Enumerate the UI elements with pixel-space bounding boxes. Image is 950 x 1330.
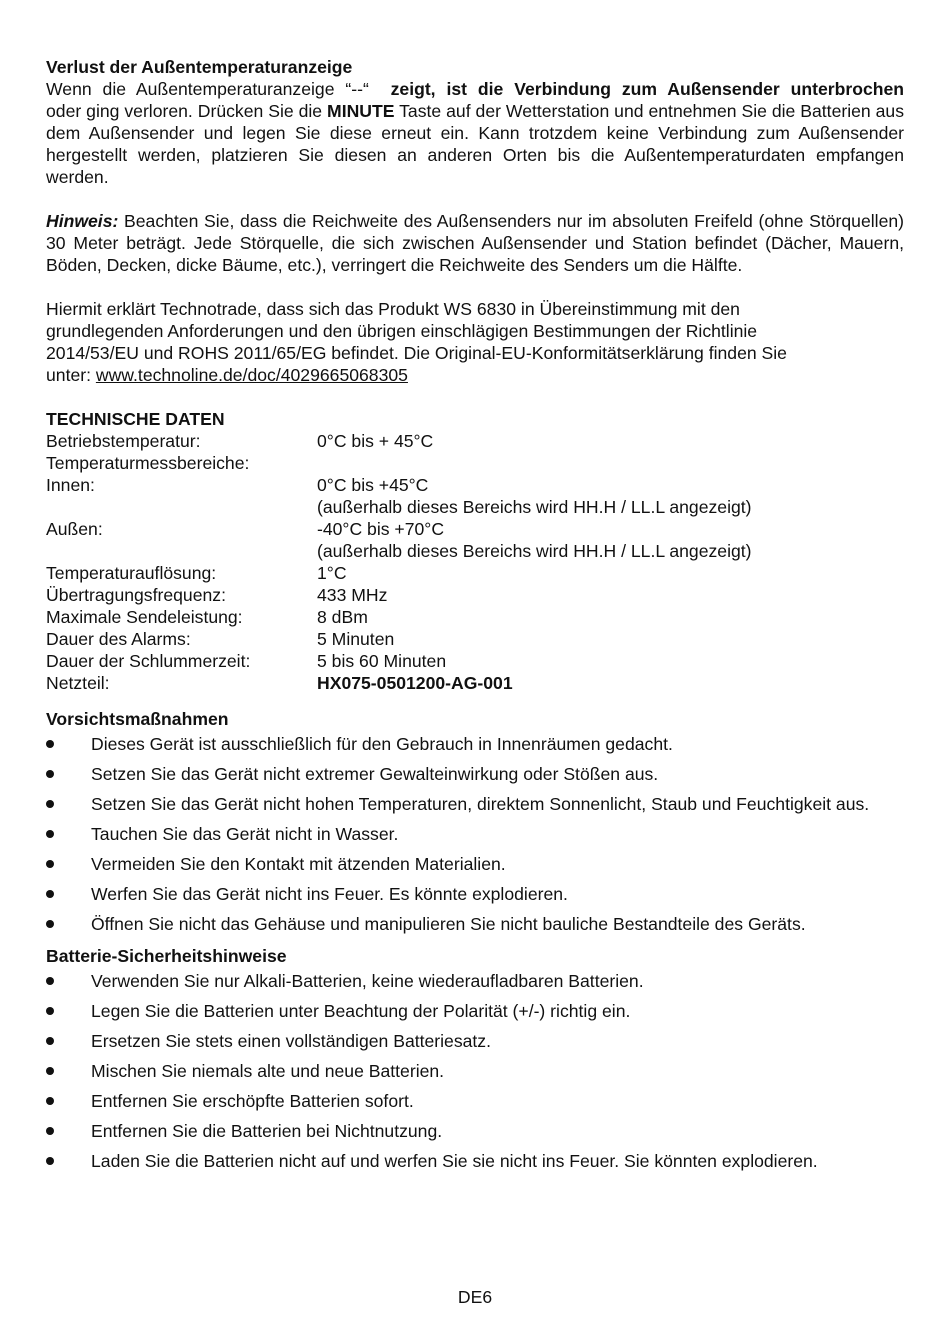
list-item-text: Werfen Sie das Gerät nicht ins Feuer. Es könnte explodieren. bbox=[91, 884, 568, 904]
precautions-list bbox=[46, 733, 904, 935]
list-item-text: Setzen Sie das Gerät nicht hohen Temperaturen, direktem Sonnenlicht, Staub und Feuchtigkeit aus. bbox=[91, 794, 870, 814]
list-item-text: Setzen Sie das Gerät nicht extremer Gewalteinwirkung oder Stößen aus. bbox=[91, 764, 659, 784]
tech-row bbox=[46, 496, 904, 518]
tech-key: Netzteil: bbox=[46, 673, 110, 693]
note-paragraph bbox=[46, 210, 904, 276]
tech-row bbox=[46, 518, 904, 540]
tech-key: Außen: bbox=[46, 519, 103, 539]
tech-row bbox=[46, 452, 904, 474]
battery-safety-title: Batterie-Sicherheitshinweise bbox=[46, 946, 287, 966]
signal-loss-line-start: Wenn die Außentemperaturanzeige “--“ bbox=[46, 79, 369, 99]
list-item-text: Tauchen Sie das Gerät nicht in Wasser. bbox=[91, 824, 399, 844]
tech-row bbox=[46, 540, 904, 562]
list-item-text: Öffnen Sie nicht das Gehäuse und manipulieren Sie nicht bauliche Bestandteile des Geräts. bbox=[91, 914, 806, 934]
tech-value bbox=[317, 452, 904, 474]
tech-row bbox=[46, 672, 904, 694]
tech-row bbox=[46, 474, 904, 496]
note-text: Beachten Sie, dass die Reichweite des Außensenders nur im absoluten Freifeld (ohne Störquellen) 30 Meter beträgt. Jede Störquelle, die sich zwischen Außensender und Station befindet (Dächer, Mauern, Böden, Decken, dicke Bäume, etc.), verringert die Reichweite des Senders um die Hälfte. bbox=[46, 211, 904, 275]
bullet-icon bbox=[46, 830, 54, 838]
declaration-url-prefix: unter: bbox=[46, 365, 91, 385]
list-item bbox=[46, 970, 904, 992]
list-item bbox=[46, 913, 904, 935]
list-item-text: Vermeiden Sie den Kontakt mit ätzenden Materialien. bbox=[91, 854, 506, 874]
list-item-text: Entfernen Sie erschöpfte Batterien sofort. bbox=[91, 1091, 414, 1111]
bullet-icon bbox=[46, 1067, 54, 1075]
tech-key: Dauer der Schlummerzeit: bbox=[46, 651, 251, 671]
declaration-line-4 bbox=[46, 364, 904, 386]
tech-key: Temperaturauflösung: bbox=[46, 563, 217, 583]
list-item-text: Mischen Sie niemals alte und neue Batterien. bbox=[91, 1061, 445, 1081]
minute-key-label: MINUTE bbox=[327, 101, 395, 121]
signal-loss-paragraph bbox=[46, 100, 904, 188]
tech-value: 8 dBm bbox=[317, 607, 368, 627]
list-item bbox=[46, 1030, 904, 1052]
precautions-title: Vorsichtsmaßnahmen bbox=[46, 709, 229, 729]
list-item-text: Entfernen Sie die Batterien bei Nichtnutzung. bbox=[91, 1121, 443, 1141]
declaration-line-2: grundlegenden Anforderungen und den übrigen einschlägigen Bestimmungen der Richtlinie bbox=[46, 321, 758, 341]
bullet-icon bbox=[46, 1157, 54, 1165]
tech-data-table bbox=[46, 430, 904, 694]
tech-row bbox=[46, 584, 904, 606]
signal-loss-line-bold: zeigt, ist die Verbindung zum Außensender unterbrochen bbox=[390, 79, 905, 99]
bullet-icon bbox=[46, 740, 54, 748]
tech-value: 5 bis 60 Minuten bbox=[317, 651, 447, 671]
tech-key: Übertragungsfrequenz: bbox=[46, 585, 226, 605]
tech-value: 0°C bis + 45°C bbox=[317, 431, 434, 451]
note-label: Hinweis: bbox=[46, 211, 119, 231]
tech-value: (außerhalb dieses Bereichs wird HH.H / LL.L angezeigt) bbox=[317, 497, 752, 517]
list-item bbox=[46, 823, 904, 845]
list-item-text: Verwenden Sie nur Alkali-Batterien, keine wiederaufladbaren Batterien. bbox=[91, 971, 644, 991]
signal-loss-text-a: oder ging verloren. Drücken Sie die bbox=[46, 101, 323, 121]
bullet-icon bbox=[46, 977, 54, 985]
tech-value: 1°C bbox=[317, 563, 347, 583]
bullet-icon bbox=[46, 1007, 54, 1015]
tech-data-title: TECHNISCHE DATEN bbox=[46, 409, 225, 429]
signal-loss-text-b: Taste auf der Wetterstation und entnehmen Sie die Batterien aus dem Außensender und legen Sie diese erneut ein. Kann trotzdem keine Verbindung zum Außensender hergestellt werden, platzieren Sie diesen an anderen Orten bis die Außentemperaturdaten empfangen werden. bbox=[46, 101, 905, 187]
tech-value: 433 MHz bbox=[317, 585, 388, 605]
list-item bbox=[46, 1000, 904, 1022]
tech-key bbox=[46, 540, 317, 562]
tech-key: Innen: bbox=[46, 475, 95, 495]
bullet-icon bbox=[46, 800, 54, 808]
battery-safety-list bbox=[46, 970, 904, 1172]
list-item bbox=[46, 793, 904, 815]
signal-loss-first-line bbox=[46, 78, 904, 100]
tech-value: 0°C bis +45°C bbox=[317, 475, 429, 495]
tech-row bbox=[46, 606, 904, 628]
declaration-url-link[interactable]: www.technoline.de/doc/4029665068305 bbox=[95, 365, 408, 385]
bullet-icon bbox=[46, 890, 54, 898]
bullet-icon bbox=[46, 860, 54, 868]
tech-value: -40°C bis +70°C bbox=[317, 519, 445, 539]
list-item bbox=[46, 1150, 904, 1172]
declaration-line-1: Hiermit erklärt Technotrade, dass sich das Produkt WS 6830 in Übereinstimmung mit den bbox=[46, 299, 740, 319]
list-item bbox=[46, 853, 904, 875]
tech-key bbox=[46, 496, 317, 518]
tech-value: 5 Minuten bbox=[317, 629, 395, 649]
tech-key: Betriebstemperatur: bbox=[46, 431, 201, 451]
list-item-text: Dieses Gerät ist ausschließlich für den Gebrauch in Innenräumen gedacht. bbox=[91, 734, 673, 754]
list-item bbox=[46, 763, 904, 785]
bullet-icon bbox=[46, 1037, 54, 1045]
tech-row bbox=[46, 650, 904, 672]
list-item bbox=[46, 1060, 904, 1082]
page-number: DE6 bbox=[457, 1287, 493, 1307]
list-item-text: Ersetzen Sie stets einen vollständigen Batteriesatz. bbox=[91, 1031, 491, 1051]
bullet-icon bbox=[46, 1127, 54, 1135]
list-item-text: Laden Sie die Batterien nicht auf und werfen Sie sie nicht ins Feuer. Sie könnten explodieren. bbox=[91, 1151, 818, 1171]
tech-row bbox=[46, 430, 904, 452]
declaration-line-3: 2014/53/EU und ROHS 2011/65/EG befindet. Die Original-EU-Konformitätserklärung finden Sie bbox=[46, 343, 787, 363]
section-title-signal-loss: Verlust der Außentemperaturanzeige bbox=[46, 57, 353, 77]
bullet-icon bbox=[46, 1097, 54, 1105]
tech-row bbox=[46, 562, 904, 584]
declaration-paragraph bbox=[46, 298, 904, 386]
list-item bbox=[46, 733, 904, 755]
tech-key: Temperaturmessbereiche: bbox=[46, 453, 250, 473]
list-item bbox=[46, 1120, 904, 1142]
tech-value: (außerhalb dieses Bereichs wird HH.H / LL.L angezeigt) bbox=[317, 541, 752, 561]
tech-row bbox=[46, 628, 904, 650]
list-item bbox=[46, 1090, 904, 1112]
bullet-icon bbox=[46, 920, 54, 928]
list-item bbox=[46, 883, 904, 905]
list-item-text: Legen Sie die Batterien unter Beachtung der Polarität (+/-) richtig ein. bbox=[91, 1001, 631, 1021]
power-supply-model: HX075-0501200-AG-001 bbox=[317, 673, 513, 693]
tech-key: Dauer des Alarms: bbox=[46, 629, 191, 649]
manual-page bbox=[46, 56, 904, 1180]
tech-key: Maximale Sendeleistung: bbox=[46, 607, 243, 627]
bullet-icon bbox=[46, 770, 54, 778]
